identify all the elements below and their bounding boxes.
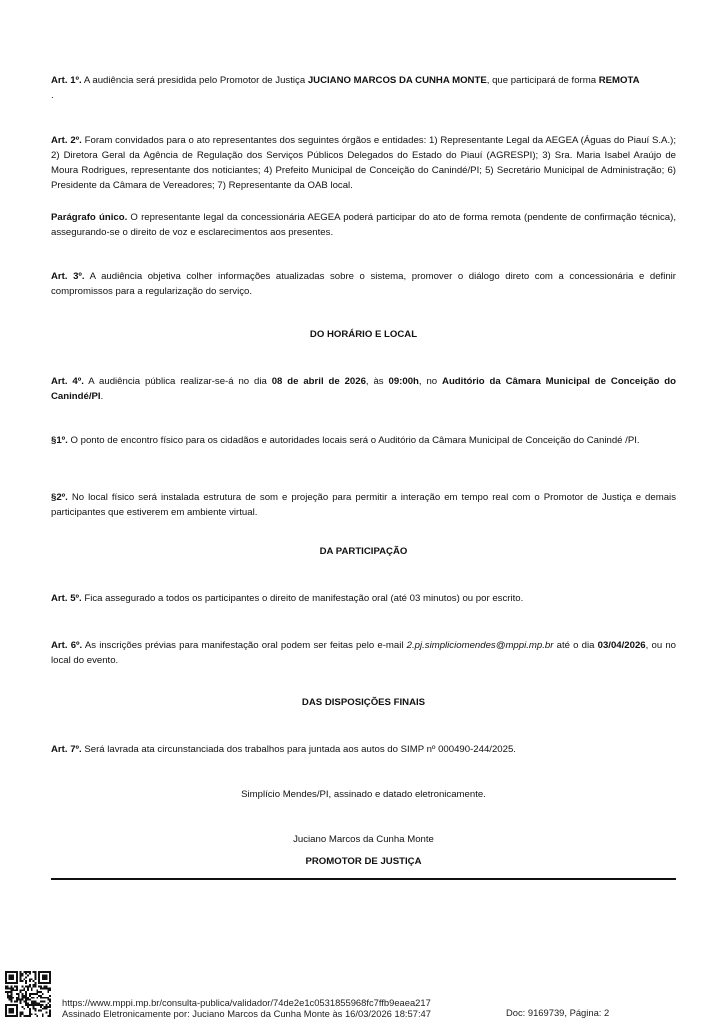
section-heading-disposicoes: DAS DISPOSIÇÕES FINAIS (301, 697, 426, 708)
paragraph-2: §2º. No local físico será instalada estrutura de som e projeção para permitir a interação em tempo real com o Promotor de Justiça e demais participantes que estiverem em ambiente virtual. (51, 492, 676, 518)
article-label: §2º. (51, 492, 68, 503)
article-label: Art. 3º. (51, 271, 85, 282)
article-7: Art. 7º. Será lavrada ata circunstanciada dos trabalhos para juntada aos autos do SIMP nº 000490-244/2025. (51, 744, 516, 755)
email-link[interactable]: 2.pj.simpliciomendes@mppi.mp.br (406, 640, 554, 651)
article-4: Art. 4º. A audiência pública realizar-se-á no dia 08 de abril de 2026, às 09:00h, no Auditório da Câmara Municipal de Conceição do Canindé/PI. (51, 376, 677, 402)
signature-info: Assinado Eletronicamente por: Juciano Marcos da Cunha Monte às 16/03/2026 18:57:47 (62, 1008, 431, 1019)
article-label: Parágrafo único. (51, 212, 128, 223)
article-label: Art. 1º. (51, 75, 82, 86)
paragrafo-unico: Parágrafo único. O representante legal da concessionária AEGEA poderá participar do ato de forma remota (pendente de confirmação técnica), assegurando-se o direito de voz e esclarecimentos aos presentes. (51, 212, 676, 238)
paragraph-1: §1º. O ponto de encontro físico para os cidadãos e autoridades locais será o Auditório da Câmara Municipal de Conceição do Canindé /PI. (51, 435, 640, 446)
article-label: §1º. (51, 435, 68, 446)
signer-name: Juciano Marcos da Cunha Monte (293, 834, 434, 845)
article-1: Art. 1º. A audiência será presidida pelo Promotor de Justiça JUCIANO MARCOS DA CUNHA MONTE, que participará de forma REMOTA . (51, 75, 640, 101)
signer-title: PROMOTOR DE JUSTIÇA (305, 856, 422, 867)
article-6: Art. 6º. As inscrições prévias para manifestação oral podem ser feitas pelo e-mail 2.pj.simpliciomendes@mppi.mp.br até o dia 03/04/2026, ou no local do evento. (51, 640, 676, 666)
section-heading-participacao: DA PARTICIPAÇÃO (319, 546, 408, 557)
article-5: Art. 5º. Fica assegurado a todos os participantes o direito de manifestação oral (até 03 minutos) ou por escrito. (51, 593, 524, 604)
doc-page-ref: Doc: 9169739, Página: 2 (506, 1007, 610, 1018)
article-label: Art. 4º. (51, 376, 84, 387)
validation-url[interactable]: https://www.mppi.mp.br/consulta-publica/validador/74de2e1c0531855968fc7ffb9eaea217 (62, 997, 431, 1008)
closing-place-line: Simplício Mendes/PI, assinado e datado eletronicamente. (241, 789, 486, 800)
article-label: Art. 2º. (51, 135, 82, 146)
article-3: Art. 3º. A audiência objetiva colher informações atualizadas sobre o sistema, promover o diálogo direto com a concessionária e definir compromissos para a regularização do serviço. (51, 271, 676, 297)
article-2: Art. 2º. Foram convidados para o ato representantes dos seguintes órgãos e entidades: 1) Representante Legal da AEGEA (Águas do Piauí S.A.); 2) Diretora Geral da Agência de Regulação dos Serviços Públicos Delegados do Estado do Piauí (AGRESPI); 3) Sra. Maria Isabel Araújo de Moura Rodrigues, representante dos noticiantes; 4) Prefeito Municipal de Conceição do Canindé/PI; 5) Secretário Municipal de Administração; 6) Presidente da Câmara de Vereadores; 7) Representante da OAB local. (51, 135, 676, 191)
article-label: Art. 5º. (51, 593, 82, 604)
qr-code-icon[interactable] (5, 971, 51, 1017)
article-label: Art. 6º. (51, 640, 83, 651)
signature-divider (51, 878, 676, 880)
promotor-name: JUCIANO MARCOS DA CUNHA MONTE (307, 75, 487, 86)
section-heading-horario: DO HORÁRIO E LOCAL (309, 329, 418, 340)
article-label: Art. 7º. (51, 744, 82, 755)
